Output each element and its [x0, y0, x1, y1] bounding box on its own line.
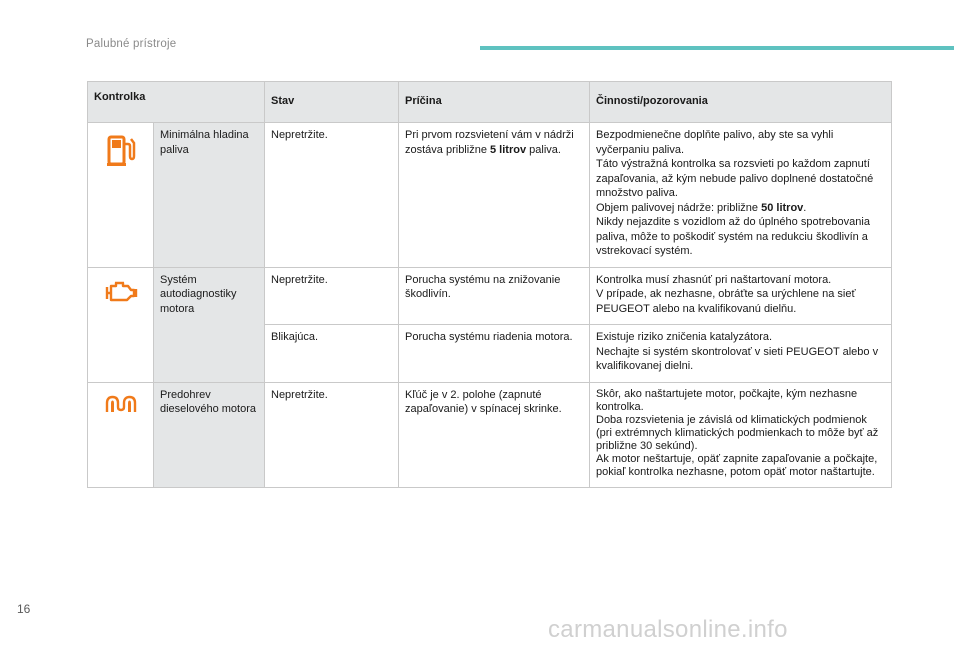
action-line: Ak motor neštartuje, opäť zapnite zapaľovanie a počkajte, pokiaľ kontrolka nezhasne, potom opäť motor naštartujte. [596, 452, 878, 478]
cause-text-end: paliva. [526, 143, 561, 156]
column-header-stav: Stav [265, 82, 399, 123]
status-cell: Nepretržite. [265, 267, 399, 325]
table-row [88, 382, 892, 487]
icon-cell [88, 123, 154, 268]
engine-icon [103, 279, 139, 305]
warning-name: Minimálna hladina paliva [154, 123, 265, 268]
cause-cell: Porucha systému na znižovanie škodlivín. [399, 267, 590, 325]
status-cell: Blikajúca. [265, 325, 399, 383]
column-header-cinnosti: Činnosti/pozorovania [590, 82, 892, 123]
cause-cell: Kľúč je v 2. polohe (zapnuté zapaľovanie) v spínacej skrinke. [399, 382, 590, 487]
icon-cell [88, 267, 154, 382]
action-line: Táto výstražná kontrolka sa rozsvieti po každom zapnutí zapaľovania, až kým nebude palivo doplnené dostatočné množstvo paliva. [596, 158, 874, 199]
action-cell [590, 382, 892, 487]
section-title: Palubné prístroje [86, 38, 177, 50]
action-line: Doba rozsvietenia je závislá od klimatických podmienok (pri extrémnych klimatických podmienkach to môže byť až približne 30 sekúnd). [596, 413, 879, 452]
icon-cell [88, 382, 154, 487]
fuel-pump-icon [106, 134, 136, 168]
action-line [596, 201, 885, 216]
action-line: Skôr, ako naštartujete motor, počkajte, kým nezhasne kontrolka. [596, 387, 858, 413]
warning-lights-table [87, 81, 892, 488]
warning-name: Predohrev dieselového motora [154, 382, 265, 487]
warning-name: Systém autodiagnostiky motora [154, 267, 265, 382]
action-bold-value: 50 litrov [761, 201, 804, 214]
action-line: Existuje riziko zničenia katalyzátora. [596, 331, 773, 343]
status-cell: Nepretržite. [265, 382, 399, 487]
page-number: 16 [17, 602, 31, 616]
action-cell [590, 325, 892, 383]
column-header-pricina: Príčina [399, 82, 590, 123]
cause-cell [399, 123, 590, 268]
action-text: Objem palivovej nádrže: približne [596, 201, 762, 214]
action-text-end: . [803, 201, 807, 214]
column-header-kontrolka: Kontrolka [88, 82, 265, 123]
action-line: Kontrolka musí zhasnúť pri naštartovaní motora. [596, 273, 832, 286]
action-cell [590, 267, 892, 325]
action-line: Nechajte si systém skontrolovať v sieti PEUGEOT alebo v kvalifikovanej dielni. [596, 345, 879, 372]
cause-bold-value: 5 litrov [490, 143, 527, 156]
table-row [88, 267, 892, 325]
table-row [88, 123, 892, 268]
cause-cell: Porucha systému riadenia motora. [399, 325, 590, 383]
table-header-row [88, 82, 892, 123]
cause-text: Pri prvom rozsvietení vám v nádrži zostáva približne [405, 129, 574, 156]
status-cell: Nepretržite. [265, 123, 399, 268]
action-line: Bezpodmienečne doplňte palivo, aby ste sa vyhli vyčerpaniu paliva. [596, 129, 834, 156]
header-accent-bar [480, 46, 954, 50]
watermark: carmanualsonline.info [548, 616, 788, 643]
action-line: V prípade, ak nezhasne, obráťte sa urýchlene na sieť PEUGEOT alebo na kvalifikovanú dielňu. [596, 288, 856, 315]
action-cell [590, 123, 892, 268]
glow-plug-icon [104, 394, 138, 414]
action-line: Nikdy nejazdite s vozidlom až do úplného spotrebovania paliva, môže to poškodiť systém na redukciu škodlivín a vstrekovací systém. [596, 216, 870, 257]
